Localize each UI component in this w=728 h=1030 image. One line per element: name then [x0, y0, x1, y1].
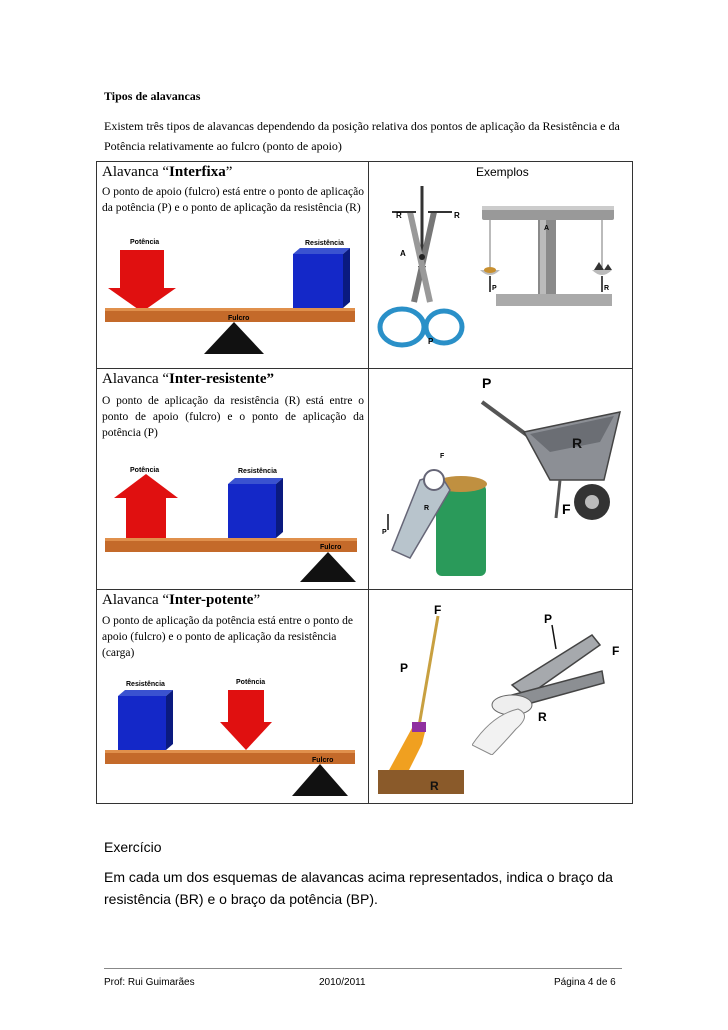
second-class-lever-diagram	[100, 460, 364, 586]
footer-year: 2010/2011	[319, 977, 366, 988]
svg-text:Fulcro: Fulcro	[320, 544, 342, 551]
bottle-opener-example	[380, 450, 490, 585]
first-class-lever-diagram	[100, 232, 364, 360]
lever-type-description: O ponto de aplicação da resistência (R) está entre o ponto de apoio (fulcro) e o ponto de aplicação da potência (P)	[102, 395, 364, 439]
svg-text:P: P	[482, 375, 492, 391]
svg-text:Potência: Potência	[236, 679, 266, 686]
down-arrow-icon	[220, 722, 272, 750]
footer-page-number: Página 4 de 6	[554, 977, 616, 988]
load-block	[293, 254, 343, 308]
svg-text:F: F	[434, 603, 442, 617]
svg-text:R: R	[424, 505, 430, 512]
wheelbarrow-example	[480, 372, 630, 532]
svg-text:R: R	[538, 710, 547, 724]
svg-text:P: P	[400, 661, 409, 675]
svg-text:P: P	[492, 285, 497, 292]
load-block	[118, 696, 166, 750]
svg-text:R: R	[396, 211, 402, 220]
fulcrum-triangle	[292, 764, 348, 796]
svg-text:P: P	[544, 612, 553, 626]
svg-text:P: P	[428, 337, 434, 346]
svg-text:P: P	[382, 529, 387, 536]
svg-text:R: R	[604, 285, 610, 292]
svg-text:F: F	[562, 501, 571, 517]
lever-type-title: Alavanca “Interfixa”	[102, 164, 233, 180]
exercise-text: Em cada um dos esquemas de alavancas acima representados, indica o braço da resistência (BR) e o braço da potência (BP).	[104, 869, 613, 907]
up-arrow-icon	[114, 474, 178, 498]
table-row-divider	[96, 368, 633, 369]
svg-text:A: A	[400, 249, 406, 258]
footer-author: Prof: Rui Guimarães	[104, 977, 195, 988]
scissors-example	[372, 182, 472, 364]
svg-text:Fulcro: Fulcro	[312, 757, 334, 764]
tongs-example	[472, 605, 628, 755]
svg-text:Resistência: Resistência	[238, 468, 277, 475]
lever-type-description: O ponto de apoio (fulcro) está entre o ponto de aplicação da potência (P) e o ponto de aplicação da resistência (R)	[102, 186, 364, 214]
section-heading: Tipos de alavancas	[104, 89, 201, 103]
third-class-lever-diagram	[100, 674, 364, 800]
table-row-divider	[96, 589, 633, 590]
exercise-title: Exercício	[104, 839, 162, 855]
svg-text:A: A	[544, 225, 550, 232]
load-block	[228, 484, 276, 538]
lever-type-description: O ponto de aplicação da potência está entre o ponto de apoio (fulcro) e o ponto de aplicação da resistência (carga)	[102, 615, 353, 659]
balance-scale-example	[480, 200, 620, 312]
broom-example	[378, 602, 468, 796]
diagram-label-load: Resistência	[305, 240, 344, 247]
svg-text:R: R	[572, 435, 583, 451]
lever-type-title: Alavanca “Inter-resistente”	[102, 371, 275, 387]
svg-text:F: F	[612, 644, 620, 658]
intro-paragraph: Existem três tipos de alavancas dependendo da posição relativa dos pontos de aplicação da Resistência e da Potência relativamente ao fulcro (ponto de apoio)	[104, 119, 620, 153]
diagram-label-fulcrum: Fulcro	[228, 315, 250, 322]
diagram-label-effort: Potência	[130, 239, 160, 246]
svg-text:R: R	[454, 211, 460, 220]
svg-text:R: R	[430, 779, 439, 793]
lever-type-title: Alavanca “Inter-potente”	[102, 592, 261, 608]
fulcrum-triangle	[204, 322, 264, 354]
svg-text:F: F	[440, 453, 445, 460]
table-column-divider	[368, 161, 369, 804]
footer-divider	[104, 968, 622, 969]
fulcrum-triangle	[300, 552, 356, 582]
svg-text:Resistência: Resistência	[126, 681, 165, 688]
svg-text:Potência: Potência	[130, 467, 160, 474]
examples-header: Exemplos	[476, 165, 529, 179]
